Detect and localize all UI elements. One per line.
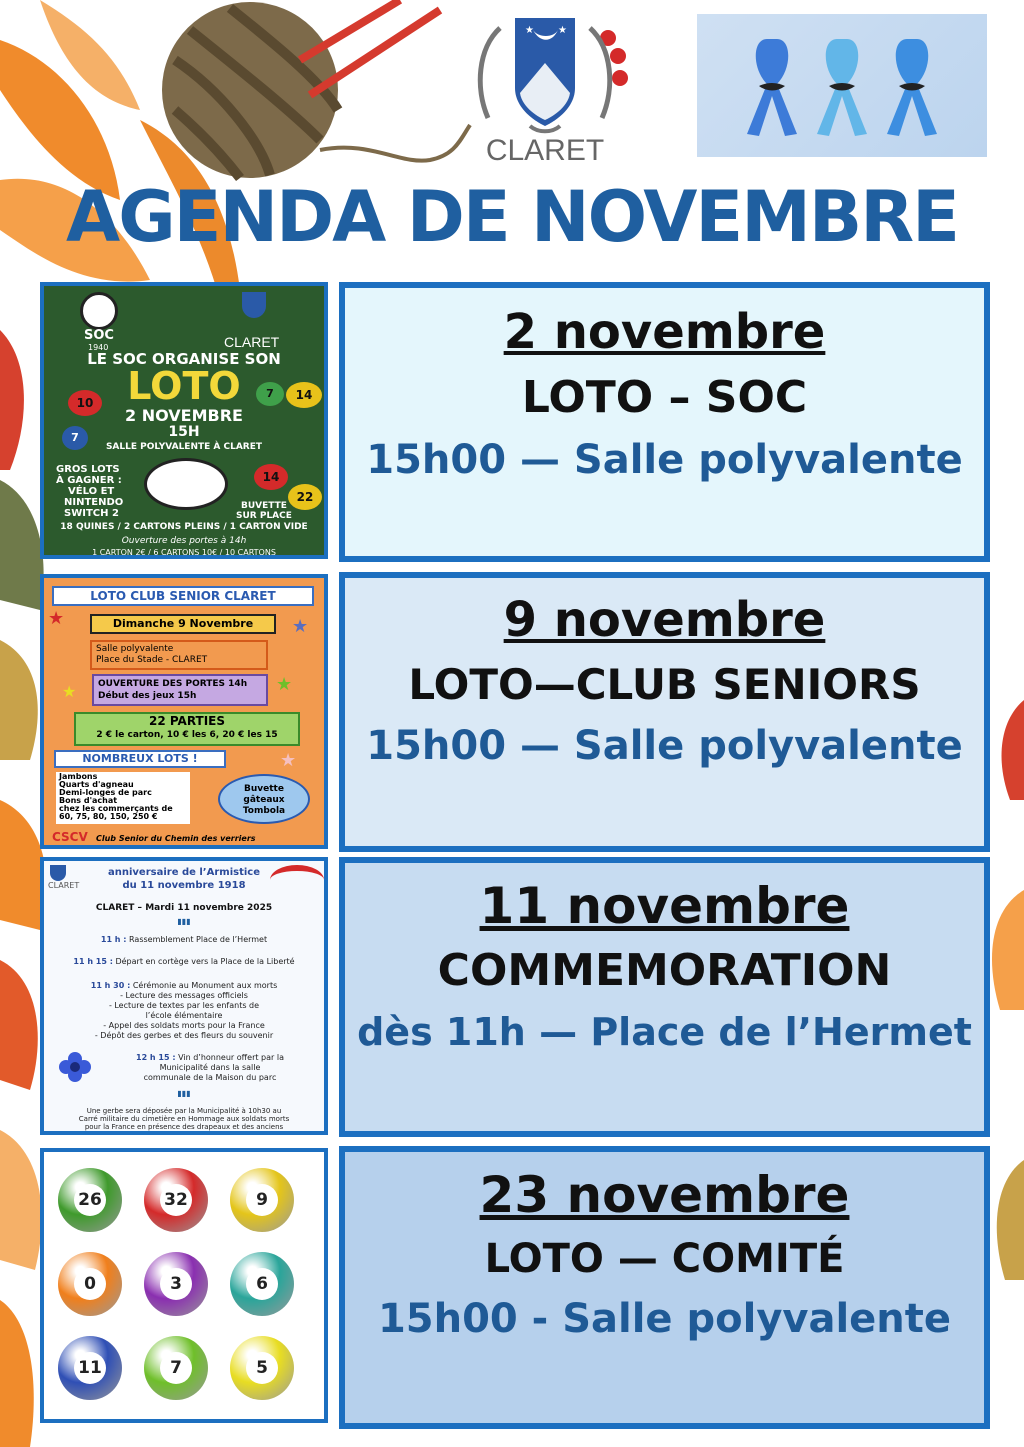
bingo-ball-number: 6: [246, 1268, 278, 1300]
bingo-ball: [58, 1168, 122, 1232]
senior-place: [90, 640, 268, 670]
armistice-block: [44, 981, 324, 1041]
senior-place-line: Salle polyvalente: [96, 644, 174, 654]
claret-logo: [470, 8, 620, 168]
club-senior-poster: [40, 574, 328, 849]
loto-label: LOTO: [127, 364, 241, 408]
event-info: 15h00 — Salle polyvalente: [366, 437, 963, 483]
armistice-text: Vin d’honneur offert par la: [178, 1053, 284, 1062]
senior-buvette-line: Buvette: [244, 784, 284, 794]
armistice-text: - Appel des soldats morts pour la France: [103, 1021, 265, 1030]
senior-lots-list: [56, 772, 190, 824]
bingo-ball: [58, 1336, 122, 1400]
bingo-ball-number: 5: [246, 1352, 278, 1384]
event-date: 2 novembre: [503, 304, 826, 360]
armistice-poster: [40, 857, 328, 1135]
soc-lots-line: VÉLO ET: [68, 486, 115, 497]
armistice-text: Cérémonie au Monument aux morts: [132, 981, 278, 990]
senior-buvette-line: gâteaux: [243, 795, 285, 805]
star-icon: ★: [276, 674, 293, 695]
star-icon: ★: [292, 616, 309, 637]
armistice-title-1: anniversaire de l’Armistice: [107, 867, 260, 878]
armistice-text: - Lecture de textes par les enfants de: [108, 1001, 260, 1010]
armistice-line: [44, 935, 324, 944]
armistice-logo: CLARET: [48, 881, 80, 890]
bingo-ball: 14: [254, 464, 288, 490]
event-date: 11 novembre: [479, 877, 850, 935]
blue-ribbons-image: [697, 14, 987, 157]
senior-parties: [74, 712, 300, 746]
bingo-ball-number: 0: [74, 1268, 106, 1300]
soc-label: SOC: [84, 328, 114, 343]
bingo-ball: 7: [62, 426, 88, 450]
senior-list-item: 60, 75, 80, 150, 250 €: [59, 812, 158, 821]
bingo-ball: 10: [68, 390, 102, 416]
star-icon: ★: [280, 750, 297, 771]
bingo-ball-number: 9: [246, 1184, 278, 1216]
bingo-ball: [144, 1252, 208, 1316]
logo-text: CLARET: [485, 134, 605, 167]
armistice-title-2: du 11 novembre 1918: [122, 880, 246, 891]
senior-date: Dimanche 9 Novembre: [90, 614, 276, 634]
bingo-ball: [230, 1336, 294, 1400]
armistice-text: communale de la Maison du parc: [143, 1073, 277, 1082]
armistice-text: Carré militaire du cimetière en Hommage aux soldats morts: [78, 1115, 290, 1123]
armistice-time: 11 h 15 :: [73, 957, 113, 966]
soc-doors: Ouverture des portes à 14h: [121, 536, 247, 546]
right-side-leaves: [992, 700, 1024, 1280]
senior-list-item: Bons d'achat: [59, 796, 118, 805]
soc-lots-line: À GAGNER :: [56, 475, 122, 486]
soc-place: SALLE POLYVALENTE À CLARET: [105, 442, 263, 452]
armistice-date: CLARET – Mardi 11 novembre 2025: [95, 903, 273, 913]
armistice-line: [44, 957, 324, 966]
armistice-footer: [44, 1107, 324, 1131]
soccer-ball-icon: [80, 292, 118, 330]
soc-lots-line: SWITCH 2: [64, 508, 119, 519]
senior-buvette: [218, 774, 310, 824]
armistice-text: Départ en cortège vers la Place de la Liberté: [115, 957, 295, 966]
bingo-ball: [58, 1252, 122, 1316]
senior-list-item: chez les commerçants de: [59, 804, 173, 813]
event-box: [339, 572, 990, 852]
event-info: dès 11h — Place de l’Hermet: [357, 1010, 972, 1054]
event-box: [339, 857, 990, 1137]
soc-quines: 18 QUINES / 2 CARTONS PLEINS / 1 CARTON VIDE: [60, 522, 308, 532]
senior-list-item: Jambons: [59, 772, 98, 781]
soc-date: 2 NOVEMBRE: [125, 406, 243, 425]
bingo-ball-number: 3: [160, 1268, 192, 1300]
claret-label: CLARET: [224, 334, 280, 350]
soc-buvette-line: SUR PLACE: [236, 511, 292, 521]
event-name: LOTO—CLUB SENIORS: [408, 660, 921, 709]
soc-headline: LE SOC ORGANISE SON: [87, 350, 281, 368]
armistice-time: 11 h 30 :: [90, 981, 131, 990]
armistice-text: Rassemblement Place de l’Hermet: [129, 935, 268, 944]
claret-crest-icon: [242, 292, 266, 318]
bingo-ball: 22: [288, 484, 322, 510]
cornflower-icon: [52, 1045, 98, 1091]
senior-parties-line: 22 PARTIES: [148, 714, 226, 728]
bingo-ball-number: 11: [74, 1352, 106, 1384]
event-date: 23 novembre: [479, 1166, 850, 1224]
flag-icon: ▮▮▮: [177, 1089, 191, 1098]
soc-lots: [56, 464, 123, 519]
senior-buvette-line: Tombola: [242, 806, 286, 816]
event-box: [339, 1146, 990, 1429]
bingo-ball: 7: [256, 382, 284, 406]
bingo-ball: [230, 1252, 294, 1316]
soc-lots-line: GROS LOTS: [56, 464, 120, 475]
bingo-balls-image: [40, 1148, 328, 1423]
senior-title: LOTO CLUB SENIOR CLARET: [52, 586, 314, 606]
soc-buvette-line: BUVETTE: [240, 501, 287, 511]
soc-loto-poster: [40, 282, 328, 559]
star-icon: ★: [48, 608, 65, 629]
senior-list-item: Quarts d'agneau: [59, 780, 134, 789]
star-icon: ★: [62, 682, 77, 701]
soc-prices: 1 CARTON 2€ / 6 CARTONS 10€ / 10 CARTONS: [92, 548, 276, 557]
event-name: LOTO – SOC: [521, 372, 808, 423]
armistice-text: Une gerbe sera déposée par la Municipalité à 10h30 au: [86, 1107, 282, 1115]
bingo-ball-number: 32: [160, 1184, 192, 1216]
armistice-text: l’école élémentaire: [145, 1011, 223, 1020]
page-title: AGENDA DE NOVEMBRE: [66, 176, 958, 258]
bingo-ball: [144, 1336, 208, 1400]
event-name: LOTO — COMITÉ: [484, 1236, 845, 1282]
senior-doors-line: Début des jeux 15h: [98, 691, 197, 701]
event-date: 9 novembre: [503, 592, 826, 648]
event-info: 15h00 - Salle polyvalente: [377, 1296, 952, 1342]
armistice-text: Municipalité dans la salle: [159, 1063, 261, 1072]
event-info: 15h00 — Salle polyvalente: [366, 723, 963, 769]
soc-hour: 15H: [168, 424, 200, 440]
soc-year: 1940: [88, 343, 109, 352]
senior-doors: [92, 674, 268, 706]
senior-parties-line: 2 € le carton, 10 € les 6, 20 € les 15: [96, 730, 278, 740]
bingo-ball-number: 26: [74, 1184, 106, 1216]
armistice-text: - Lecture des messages officiels: [120, 991, 248, 1000]
senior-club: Club Senior du Chemin des verriers: [96, 834, 256, 843]
soc-lots-line: NINTENDO: [64, 497, 124, 508]
soc-buvette: [236, 501, 292, 521]
yarn-ball-icon: [162, 0, 470, 178]
armistice-text: - Dépôt des gerbes et des fleurs du souvenir: [94, 1031, 274, 1040]
event-box: [339, 282, 990, 562]
senior-place-line: Place du Stade - CLARET: [96, 655, 208, 665]
armistice-time: 12 h 15 :: [136, 1053, 176, 1062]
blue-ribbon-icon: [747, 39, 797, 136]
armistice-text: pour la France en présence des drapeaux et des anciens: [84, 1123, 284, 1131]
bingo-ball: 14: [286, 382, 322, 408]
armistice-time: 11 h :: [100, 935, 127, 944]
soccer-ball-icon: [144, 458, 228, 510]
bingo-ball-number: 7: [160, 1352, 192, 1384]
flag-icon: ▮▮▮: [177, 917, 191, 926]
senior-list-item: Demi-longes de parc: [59, 788, 152, 797]
svg-text:★: ★: [558, 25, 567, 36]
svg-text:★: ★: [525, 25, 534, 36]
senior-doors-line: OUVERTURE DES PORTES 14h: [98, 679, 248, 689]
senior-lots: NOMBREUX LOTS !: [54, 750, 226, 768]
blue-ribbon-icon: [817, 39, 867, 136]
event-name: COMMEMORATION: [437, 945, 892, 996]
armistice-block: [100, 1053, 320, 1083]
bingo-ball: [230, 1168, 294, 1232]
cscv-logo: CSCV: [52, 830, 88, 844]
blue-ribbon-icon: [887, 39, 937, 136]
bingo-ball: [144, 1168, 208, 1232]
